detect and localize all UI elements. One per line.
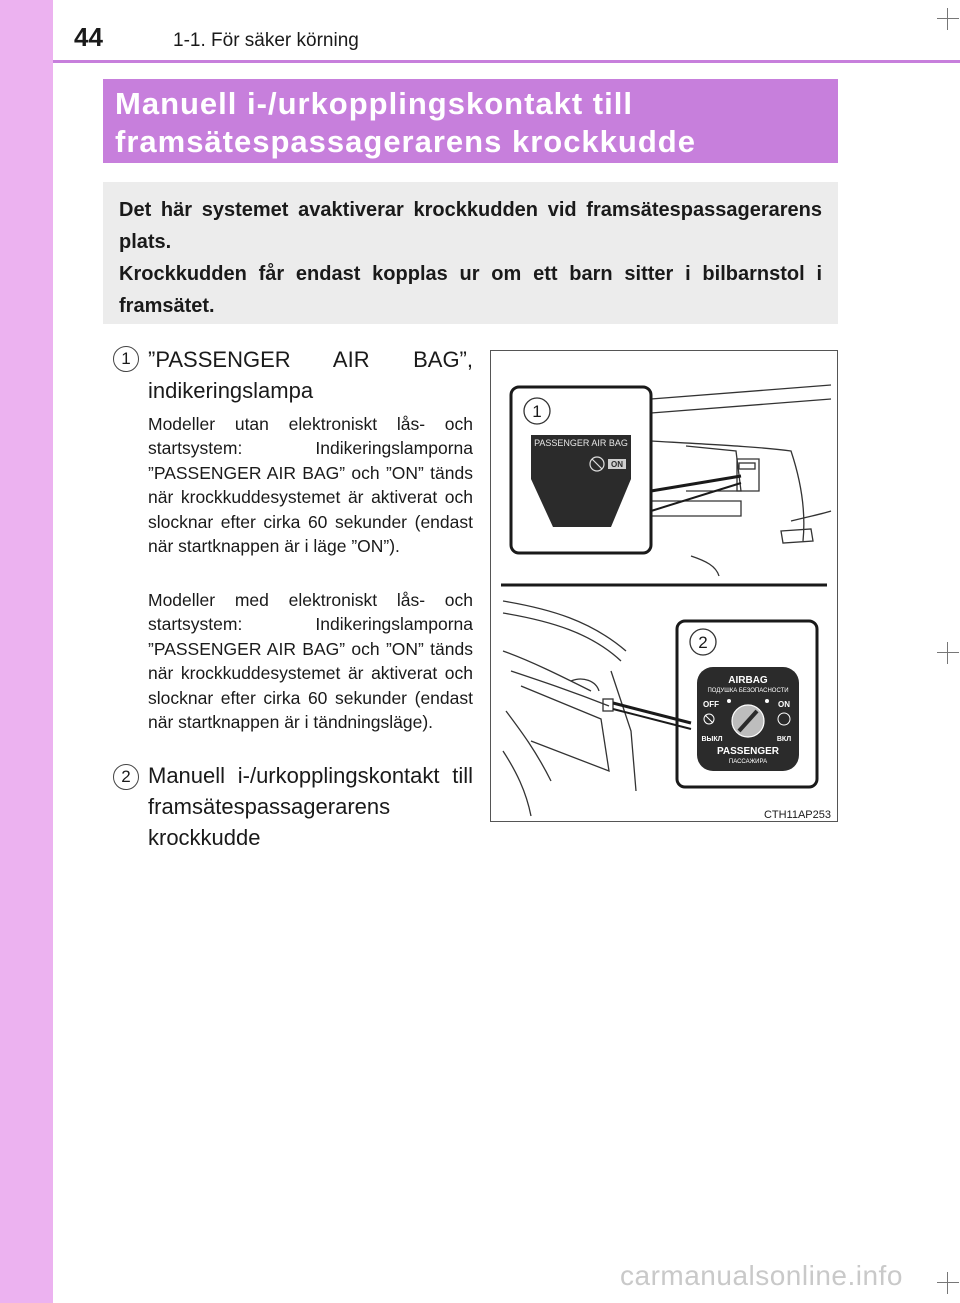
switch-label-bottom-ru: ПАССАЖИРА (728, 759, 768, 765)
page-number: 44 (74, 22, 103, 52)
intro-paragraph: Krockkudden får endast kopplas ur om ett barn sitter i bilbarnstol i framsätet. (119, 263, 822, 317)
side-color-band (0, 0, 53, 1303)
item-heading-1: ”PASSENGER AIR BAG”, indikeringslampa (148, 347, 473, 403)
switch-on-label: ON (778, 700, 790, 709)
callout-leader-1 (651, 476, 741, 491)
dashboard-sketch-top (651, 385, 831, 576)
switch-label-top: AIRBAG (728, 675, 768, 686)
on-position-dot (765, 699, 769, 703)
item-number-1: 1 (113, 346, 139, 372)
switch-label-bottom: PASSENGER (716, 746, 780, 757)
off-position-dot (727, 699, 731, 703)
intro-paragraph: Det här systemet avaktiverar krockkudden vid framsätespassagerarens plats. (119, 199, 822, 253)
item-description: Modeller med elektroniskt lås- och startsystem: Indikeringslamporna ”PASSENGER AIR BAG” och ”ON” tänds när krockkuddesystemet är aktiverat och slocknar efter cirka 60 sekunder (endast när startknappen är i tändningsläge). (148, 590, 473, 733)
crop-mark (937, 642, 959, 664)
switch-on-label-ru: ВКЛ (776, 736, 792, 743)
dashboard-sketch-bottom (503, 601, 636, 816)
crop-mark (937, 1272, 959, 1294)
section-title-line1: Manuell i-/urkopplingskontakt till (115, 86, 633, 121)
intro-box (103, 182, 838, 324)
switch-off-label-ru: ВЫКЛ (701, 736, 723, 743)
crop-mark (937, 8, 959, 30)
section-title-line2: framsätespassagerarens krockkudde (115, 124, 696, 159)
callout-number-2: 2 (698, 633, 708, 652)
switch-label-top-ru: ПОДУШКА БЕЗОПАСНОСТИ (707, 688, 789, 694)
callout-leader-1 (651, 483, 741, 511)
header-rule (53, 60, 960, 63)
watermark: carmanualsonline.info (620, 1260, 903, 1291)
chapter-title: 1-1. För säker körning (173, 30, 359, 51)
indicator-label: PASSENGER AIR BAG (534, 438, 628, 448)
indicator-on-label: ON (611, 460, 623, 469)
illustration-svg (491, 351, 837, 821)
figure-code: CTH11AP253 (763, 809, 831, 821)
callout-number-1: 1 (532, 402, 542, 421)
item-description: Modeller utan elektroniskt lås- och startsystem: Indikeringslamporna ”PASSENGER AIR BAG” och ”ON” tänds när krockkuddesystemet är aktiverat och slocknar efter cirka 60 sekunder (endast när startknappen är i läge ”ON”). (148, 414, 473, 557)
switch-off-label: OFF (703, 700, 719, 709)
section-title (103, 79, 838, 163)
item-heading-2: Manuell i-/urkopplingskontakt till framsätespassagerarens krockkudde (148, 763, 473, 850)
item-number-2: 2 (113, 764, 139, 790)
airbag-illustration (490, 350, 838, 822)
